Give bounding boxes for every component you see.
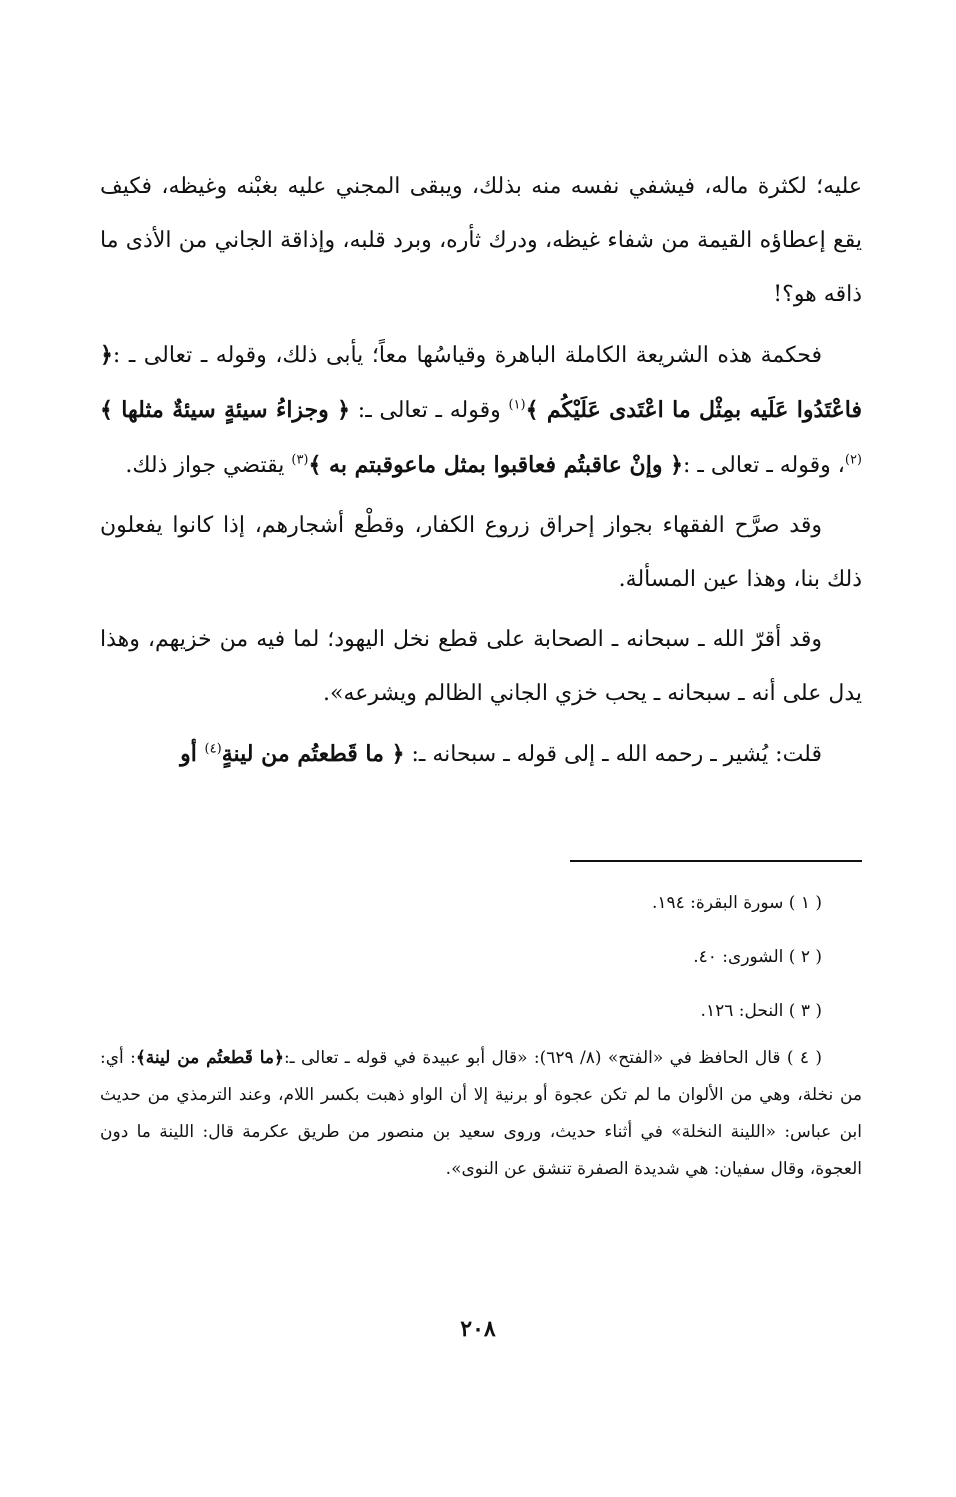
paragraph-2-text-2: وقوله ـ تعالى ـ: bbox=[350, 398, 509, 423]
quran-verse-3: ﴿ وإنْ عاقبتُم فعاقبوا بمثل ماعوقبتم به ﴾ bbox=[308, 452, 683, 478]
quran-verse-4: ﴿ ما قَطعتُم من لينةٍ bbox=[221, 741, 405, 767]
footnote-ref-3: (٣) bbox=[291, 452, 309, 468]
footnote-4-verse: ﴿ما قَطعتُم من لينة﴾ bbox=[135, 1048, 284, 1068]
paragraph-2 bbox=[100, 328, 862, 493]
footnote-ref-1: (١) bbox=[508, 397, 526, 413]
footnote-1: ( ١ ) سورة البقرة: ١٩٤. bbox=[651, 893, 822, 913]
paragraph-2-text-4: يقتضي جواز ذلك. bbox=[125, 453, 292, 478]
paragraph-5 bbox=[100, 727, 862, 782]
footnote-separator bbox=[570, 860, 862, 862]
page-number: ٢٠٨ bbox=[460, 1316, 496, 1342]
footnotes bbox=[100, 876, 862, 1188]
paragraph-4: وقد أقرّ الله ـ سبحانه ـ الصحابة على قطع نخل اليهود؛ لما فيه من خزيهم، وهذا يدل على أنه ـ سبحانه ـ يحب خزي الجاني الظالم ويشرعه». bbox=[100, 627, 862, 706]
footnote-ref-2: (٢) bbox=[844, 452, 862, 468]
footnote-4 bbox=[100, 1040, 862, 1188]
footnote-4-text-1: ( ٤ ) قال الحافظ في «الفتح» (٨/ ٦٢٩): «قال أبو عبيدة في قوله ـ تعالى ـ: bbox=[283, 1048, 823, 1068]
paragraph-2-text-3: ، وقوله ـ تعالى ـ : bbox=[683, 453, 845, 478]
paragraph-2-text-1: فحكمة هذه الشريعة الكاملة الباهرة وقياسُها معاً؛ يأبى ذلك، وقوله ـ تعالى ـ : bbox=[112, 343, 822, 368]
quran-verse-2: ﴿ وجزاءُ سيئةٍ سيئةٌ مثلها ﴾ bbox=[100, 397, 351, 423]
footnote-2: ( ٢ ) الشورى: ٤٠. bbox=[693, 947, 822, 967]
quran-verse-1: ﴿ فاعْتَدُوا عَلَيه بمِثْل ما اعْتَدى عَلَيْكُم ﴾ bbox=[100, 342, 862, 423]
footnote-4-text-2: : أي: من نخلة، وهي من الألوان ما لم تكن عجوة أو برنية إلا أن الواو ذهبت بكسر اللام، وعند الترمذي من حديث ابن عباس: «اللينة النخلة» في أثناء حديث، وروى سعيد بن منصور من طريق عكرمة قال: اللينة ما دون العجوة، وقال سفيان: هي شديدة الصفرة تنشق عن النوى». bbox=[100, 1048, 862, 1179]
main-text bbox=[100, 160, 862, 788]
paragraph-5-text-2: أو bbox=[180, 741, 205, 767]
footnote-ref-4: (٤) bbox=[204, 741, 222, 757]
paragraph-3: وقد صرَّح الفقهاء بجواز إحراق زروع الكفار، وقطْع أشجارهم، إذا كانوا يفعلون ذلك بنا، وهذا عين المسألة. bbox=[100, 513, 862, 592]
paragraph-5-text-1: قلت: يُشير ـ رحمه الله ـ إلى قوله ـ سبحانه ـ: bbox=[404, 742, 822, 767]
footnote-3: ( ٣ ) النحل: ١٢٦. bbox=[700, 1001, 822, 1021]
paragraph-1: عليه؛ لكثرة ماله، فيشفي نفسه منه بذلك، ويبقى المجني عليه بغبْنه وغيظه، فكيف يقع إعطاؤه القيمة من شفاء غيظه، ودرك ثأره، وبرد قلبه، وإذاقة الجاني من الأذى ما ذاقه هو؟! bbox=[100, 174, 862, 307]
